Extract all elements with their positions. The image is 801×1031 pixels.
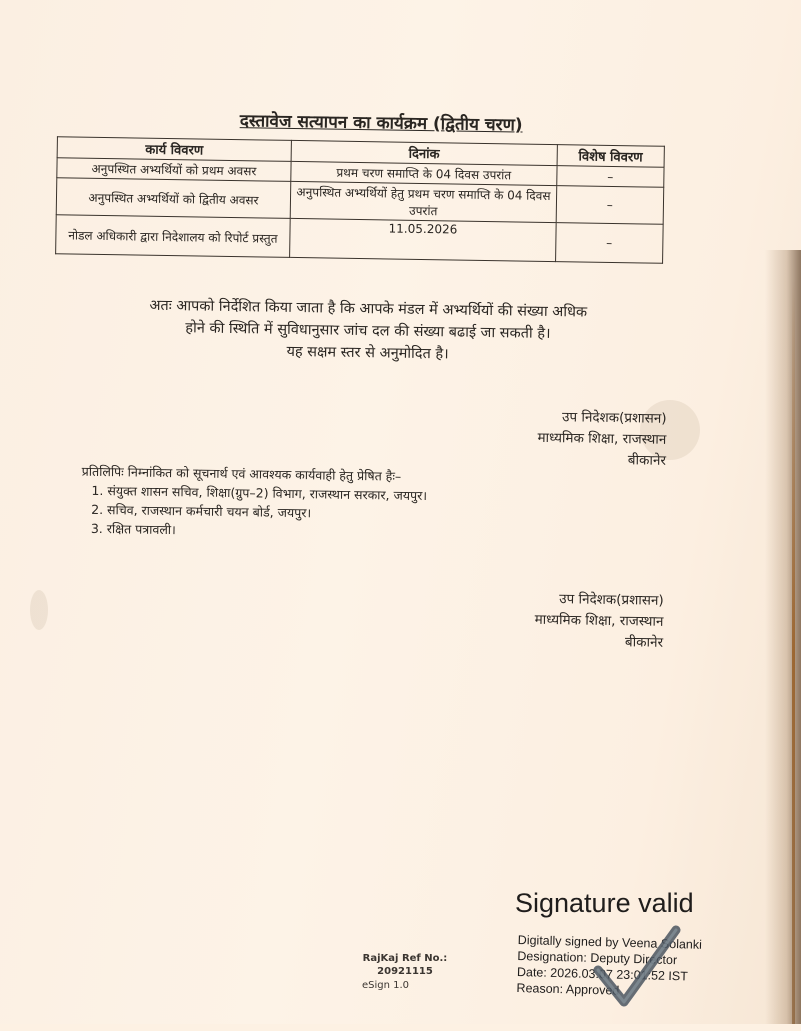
document-title: दस्तावेज सत्यापन का कार्यक्रम (द्वितीय चरण) — [239, 111, 523, 136]
paragraph-line: अतः आपको निर्देशित किया जाता है कि आपके मंडल में अभ्यर्थियों की संख्या अधिक — [149, 297, 588, 321]
remark-cell: – — [556, 186, 664, 225]
column-header-date: दिनांक — [291, 140, 557, 165]
esign-version: eSign 1.0 — [362, 980, 410, 991]
list-item: 2. सचिव, राजस्थान कर्मचारी चयन बोर्ड, जयपुर। — [107, 500, 601, 527]
signature-status: Signature valid — [515, 888, 694, 918]
page-edge-shadow — [765, 250, 801, 1024]
signatory-office: माध्यमिक शिक्षा, राजस्थान — [537, 429, 667, 448]
signatory-designation: उप निदेशक(प्रशासन) — [559, 591, 664, 609]
signatory-place: बीकानेर — [627, 452, 667, 469]
checkmark-icon — [592, 924, 682, 1014]
remark-cell: – — [555, 223, 663, 264]
column-header-task: कार्य विवरण — [57, 137, 291, 162]
copy-list — [81, 481, 602, 546]
signatory-place: बीकानेर — [624, 634, 664, 651]
rajkaj-reference — [350, 952, 460, 978]
signed-by: Digitally signed by Veena Solanki — [517, 932, 703, 952]
signatory-office: माध्यमिक शिक्षा, राजस्थान — [534, 611, 664, 630]
copy-to-section — [81, 462, 602, 546]
date-cell: अनुपस्थित अभ्यर्थियों हेतु प्रथम चरण समाप्ति के 04 दिवस उपरांत — [290, 181, 556, 222]
paragraph-line: यह सक्षम स्तर से अनुमोदित है। — [286, 343, 449, 363]
signer-designation: Designation: Deputy Director — [517, 948, 678, 968]
paragraph-line: होने की स्थिति में सुविधानुसार जांच दल की संख्या बढाई जा सकती है। — [185, 320, 551, 343]
remark-cell: – — [557, 166, 665, 188]
page-edge-line — [792, 280, 795, 1024]
date-cell: 11.05.2026 — [290, 218, 556, 261]
list-item: 3. रक्षित पत्रावली। — [107, 519, 601, 546]
signatory-designation: उप निदेशक(प्रशासन) — [561, 409, 667, 427]
signature-date: Date: 2026.03.07 23:01:52 IST — [516, 964, 689, 984]
signatory-block — [476, 406, 667, 472]
column-header-remark: विशेष विवरण — [557, 145, 665, 168]
signatory-block-copy — [473, 588, 664, 654]
list-item: 1. संयुक्त शासन सचिव, शिक्षा(ग्रुप–2) विभाग, राजस्थान सरकार, जयपुर। — [107, 481, 601, 508]
schedule-table — [55, 136, 665, 264]
task-cell: अनुपस्थित अभ्यर्थियों को द्वितीय अवसर — [56, 178, 291, 219]
instruction-paragraph — [67, 293, 668, 368]
rajkaj-ref-number: 20921115 — [377, 966, 433, 977]
rajkaj-ref-label: RajKaj Ref No.: — [362, 953, 448, 964]
copy-intro: प्रतिलिपिः निम्नांकित को सूचनार्थ एवं आवश्यक कार्यवाही हेतु प्रेषित हैः– — [81, 463, 402, 484]
signature-reason: Reason: Approved — [516, 980, 620, 998]
task-cell: नोडल अधिकारी द्वारा निदेशालय को रिपोर्ट प्रस्तुत — [56, 215, 291, 258]
task-cell: अनुपस्थित अभ्यर्थियों को प्रथम अवसर — [57, 158, 291, 182]
date-cell: प्रथम चरण समाप्ति के 04 दिवस उपरांत — [291, 161, 557, 185]
table-row — [56, 215, 664, 264]
